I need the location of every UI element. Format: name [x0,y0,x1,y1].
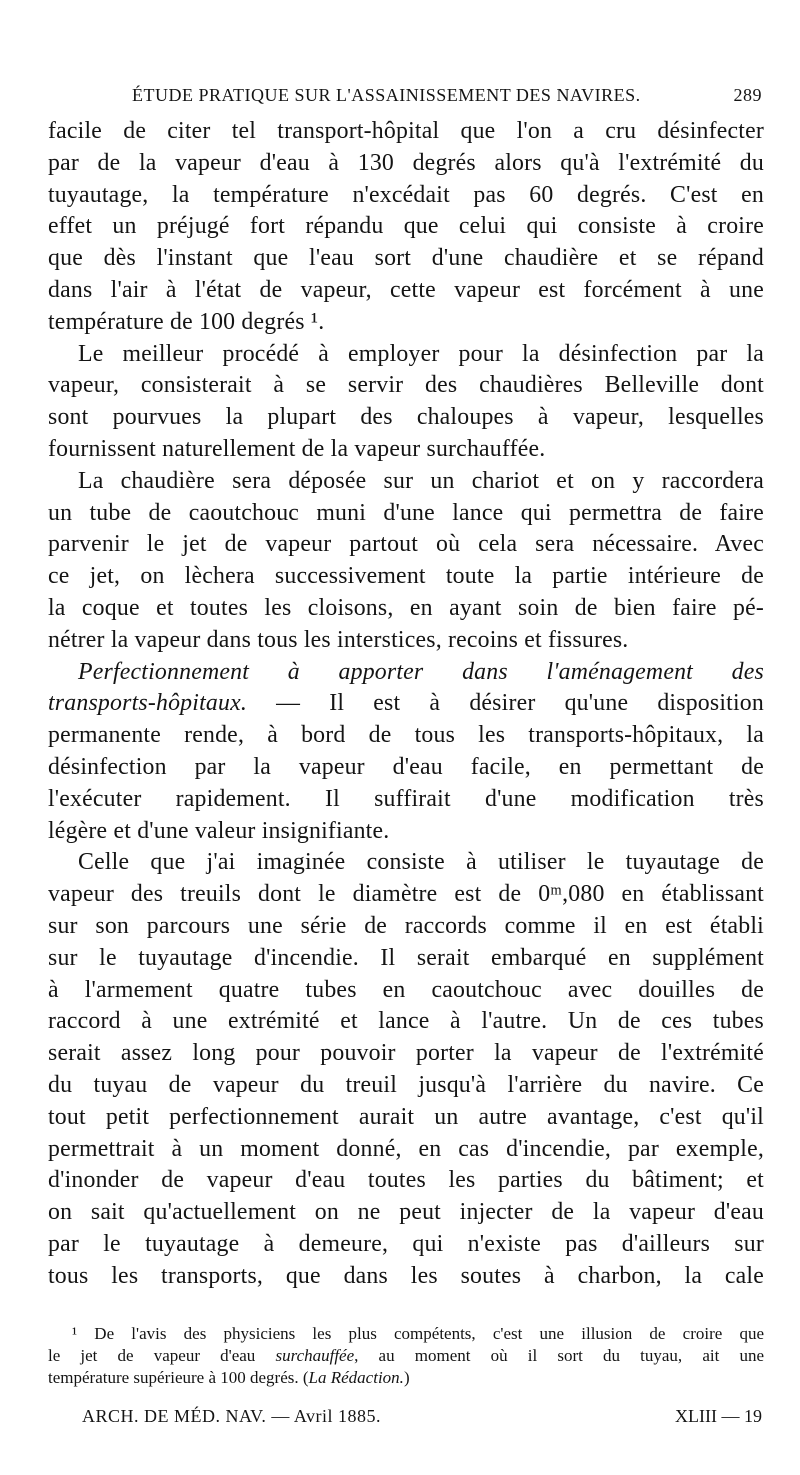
footnote-text: ) [403,1368,410,1387]
text-line: ce jet, on lèchera successivement toute la partie intérieure de [48,563,764,590]
text-line: température de 100 degrés ¹. [48,308,325,335]
text-fragment: — Il est à désirer qu'une disposition [247,690,764,717]
footnote-text: le jet de vapeur d'eau [48,1346,276,1365]
footnote-line [48,1367,764,1389]
text-line: nétrer la vapeur dans tous les interstices, recoins et fissures. [48,626,629,653]
text-line: vapeur, consisterait à se servir des chaudières Belleville dont [48,372,764,399]
text-line: on sait qu'actuellement on ne peut injecter de la vapeur d'eau [48,1199,764,1226]
text-line: effet un préjugé fort répandu que celui qui consiste à croire [48,213,764,240]
text-line: par de la vapeur d'eau à 130 degrés alors qu'à l'extrémité du [48,149,764,176]
text-line: d'inonder de vapeur d'eau toutes les parties du bâtiment; et [48,1167,764,1194]
footnote-emphasis: surchauffée [275,1346,355,1365]
footnote-line [48,1323,764,1345]
text-line: sont pourvues la plupart des chaloupes à vapeur, lesquelles [48,404,764,431]
text-line: Celle que j'ai imaginée consiste à utiliser le tuyautage de [78,849,764,876]
text-line: légère et d'une valeur insignifiante. [48,817,390,844]
text-line: tous les transports, que dans les soutes à charbon, la cale [48,1262,764,1289]
text-line: serait assez long pour pouvoir porter la vapeur de l'extrémité [48,1040,764,1067]
footnote-text: , au moment où il sort du tuyau, ait une [354,1346,765,1365]
text-line: par le tuyautage à demeure, qui n'existe pas d'ailleurs sur [48,1230,764,1257]
text-line: un tube de caoutchouc muni d'une lance qui permettra de faire [48,499,764,526]
text-line: sur le tuyautage d'incendie. Il serait embarqué en supplément [48,944,764,971]
running-header-title: ÉTUDE PRATIQUE SUR L'ASSAINISSEMENT DES NAVIRES. [132,85,641,105]
text-line: raccord à une extrémité et lance à l'autre. Un de ces tubes [48,1008,764,1035]
text-line: dans l'air à l'état de vapeur, cette vapeur est forcément à une [48,276,764,303]
footnote-text: température supérieure à 100 degrés. ( [48,1368,309,1387]
text-line: parvenir le jet de vapeur partout où cela sera nécessaire. Avec [48,531,764,558]
text-line: sur son parcours une série de raccords comme il en est établi [48,912,764,939]
text-line: l'exécuter rapidement. Il suffirait d'une modification très [48,785,764,812]
text-line: La chaudière sera déposée sur un chariot et on y raccordera [78,467,764,494]
journal-citation: ARCH. DE MÉD. NAV. — Avril 1885. [82,1406,382,1426]
text-line: que dès l'instant que l'eau sort d'une chaudière et se répand [48,245,764,272]
footnote-emphasis: La Rédaction. [308,1368,404,1387]
text-line: tout petit perfectionnement aurait un autre avantage, c'est qu'il [48,1103,764,1130]
text-line: du tuyau de vapeur du treuil jusqu'à l'arrière du navire. Ce [48,1071,764,1098]
text-line: à l'armement quatre tubes en caoutchouc avec douilles de [48,976,764,1003]
text-line: permettrait à un moment donné, en cas d'incendie, par exemple, [48,1135,764,1162]
page-footer [82,1404,764,1428]
signature-mark: XLIII — 19 [675,1406,762,1426]
page-number: 289 [733,85,762,105]
running-header [48,82,764,108]
text-line: désinfection par la vapeur d'eau facile, en permettant de [48,753,764,780]
text-line: tuyautage, la température n'excédait pas 60 degrés. C'est en [48,181,764,208]
footnote [48,1323,764,1389]
text-line: vapeur des treuils dont le diamètre est de 0ᵐ,080 en établissant [48,881,764,908]
text-line-with-heading [48,688,764,720]
text-line: fournissent naturellement de la vapeur surchauffée. [48,435,546,462]
text-line: facile de citer tel transport-hôpital que l'on a cru désinfecter [48,118,764,144]
footnote-line [48,1345,764,1367]
section-heading: Perfectionnement à apporter dans l'aménagement des [78,658,764,685]
section-heading-continuation: transports-hôpitaux. [48,690,248,717]
text-line: Le meilleur procédé à employer pour la désinfection par la [78,340,764,367]
body-text [48,116,764,1292]
text-line: la coque et toutes les cloisons, en ayant soin de bien faire pé- [48,594,764,621]
text-line: permanente rende, à bord de tous les transports-hôpitaux, la [48,722,764,749]
footnote-marker: ¹ [72,1324,78,1343]
footnote-text: De l'avis des physiciens les plus compétents, c'est une illusion de croire que [94,1324,765,1343]
